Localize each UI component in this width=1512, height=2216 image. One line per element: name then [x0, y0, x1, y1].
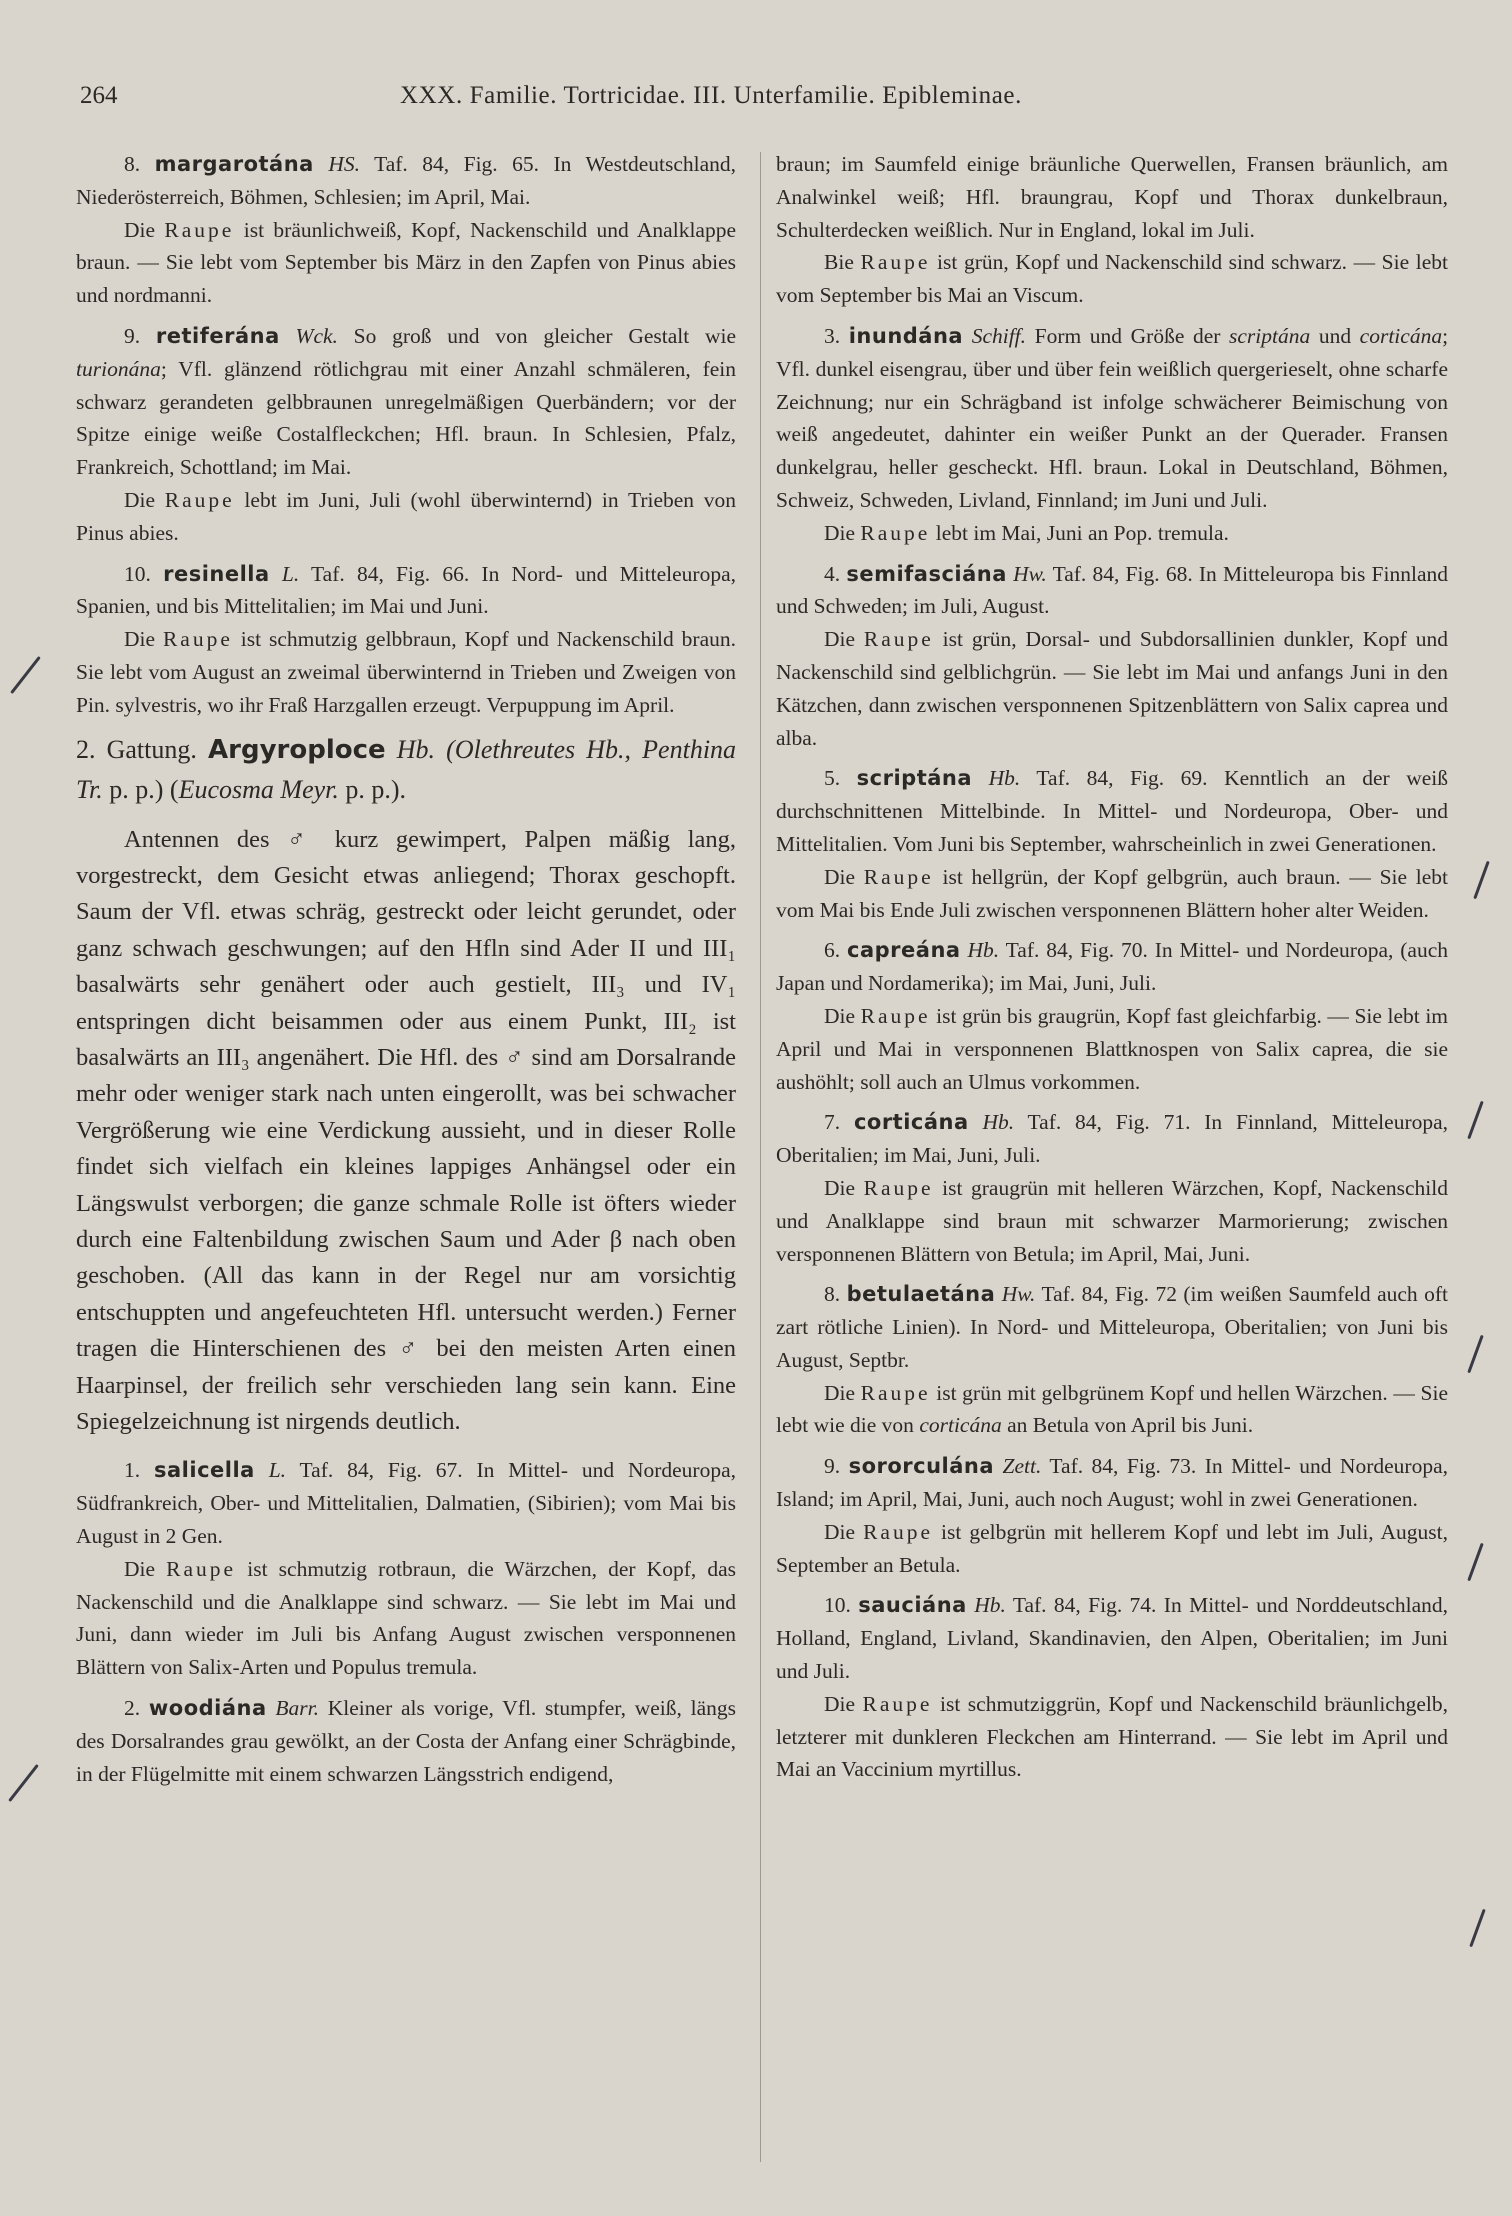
species-description: 6. capreána Hb. Taf. 84, Fig. 70. In Mittel- und Nordeuropa, (auch Japan und Nordamerika); im Mai, Juni, Juli. — [776, 938, 1449, 996]
species-author: Schiff. — [971, 323, 1027, 348]
continued-text: braun; im Saumfeld einige bräunliche Querwellen, Fransen bräunlich, am Analwinkel weiß; Hfl. braungrau, Kopf und Thorax dunkelbraun, Schulterdecken weißlich. Nur in England, lokal im Juli. — [776, 152, 1448, 242]
larva-description: Die Raupe ist schmutzig gelbbraun, Kopf und Nackenschild braun. Sie lebt vom August an zweimal überwinternd in Trieben und Zweigen von Pin. sylvestris, wo ihr Fraß Harzgallen erzeugt. Verpuppung im April. — [76, 627, 737, 717]
species-number: 6. — [824, 938, 841, 963]
column-divider — [760, 152, 761, 2162]
species-number: 8. — [824, 1282, 841, 1307]
species-author: Hb. — [967, 938, 1000, 963]
species-name: capreána — [847, 938, 961, 963]
species-description: 4. semifasciána Hw. Taf. 84, Fig. 68. In Mitteleuropa bis Finnland und Schweden; im Juli, August. — [776, 561, 1448, 619]
species-name: retiferána — [155, 323, 280, 348]
species-entry-woodiana — [76, 1692, 736, 1790]
species-number: 5. — [824, 766, 841, 791]
species-text: Taf. 84, Fig. 65. In Westdeutschland, Niederösterreich, Böhmen, Schlesien; im April, Mai. — [76, 152, 737, 209]
species-description — [76, 148, 736, 214]
species-number: 1. — [124, 1458, 141, 1483]
species-author: Hb. — [988, 766, 1021, 791]
species-number: 8. — [124, 152, 141, 176]
species-author: L. — [268, 1458, 287, 1483]
species-name: corticána — [853, 1110, 969, 1135]
species-name: salicella — [154, 1458, 255, 1483]
species-number: 7. — [824, 1110, 841, 1135]
genus-author: Hb. — [396, 734, 436, 764]
page-number: 264 — [80, 82, 118, 109]
species-author: L. — [281, 561, 300, 586]
larva-description: Bie Raupe ist grün, Kopf und Nackenschild sind schwarz. — Sie lebt vom September bis Mai an Viscum. — [776, 250, 1449, 308]
species-number: 9. — [124, 323, 141, 348]
genus-heading: 2. Gattung. Argyroploce Hb. (Olethreutes Hb., Penthina Tr. p. p.) (Eucosma Meyr. p. p.). — [76, 734, 737, 804]
genus-text: Antennen des ♂ kurz gewimpert, Palpen mäßig lang, vorgestreckt, dem Gesicht etwas anliegend; Thorax geschopft. Saum der Vfl. etwas schräg, gestreckt oder leicht gerundet, oder ganz schwach geschwungen; auf den Hfln sind Ader II und III₁ basalwärts sehr genähert oder auch gestielt, III₃ und IV₁ entspringen dicht beisammen oder aus einem Punkt, III₂ ist basalwärts an III₃ angenähert. Die Hfl. des ♂ sind am Dorsalrande mehr oder weniger stark nach unten eingerollt, was bei schwacher Vergrößerung wie eine Verdickung aussieht, und in dieser Rolle findet sich vielfach ein kleines lappiges Anhängsel oder ein Längswulst verborgen; die ganze schmale Rolle ist öfters wieder durch eine Faltenbildung zwischen Saum und Ader β nach oben geschoben. (All das kann in der Regel nur am vorsichtig entschuppten und angefeuchteten Hfl. untersucht werden.) Ferner tragen die Hinterschienen des ♂ bei den meisten Arten einen Haarpinsel, der freilich sehr verschieden lang sein kann. Eine Spiegelzeichnung ist nirgends deutlich. — [76, 825, 736, 1436]
larva-description: Die Raupe ist hellgrün, der Kopf gelbgrün, auch braun. — Sie lebt vom Mai bis Ende Juli zwischen versponnenen Blättern hoher alter Weiden. — [776, 864, 1449, 922]
species-entry-margarotana — [76, 148, 736, 312]
species-name: semifasciána — [846, 561, 1007, 586]
larva-description: Die Raupe lebt im Juni, Juli (wohl überwinternd) in Trieben von Pinus abies. — [76, 487, 737, 545]
species-entry-sororculana — [776, 1450, 1448, 1581]
pen-tick-mark — [1467, 1101, 1484, 1140]
larva-description: Die Raupe lebt im Mai, Juni an Pop. tremula. — [824, 520, 1229, 545]
species-entry-scriptana — [776, 762, 1448, 926]
genus-name: Argyroploce — [208, 734, 386, 765]
species-name: inundána — [848, 323, 964, 348]
species-description: 7. corticána Hb. Taf. 84, Fig. 71. In Finnland, Mitteleuropa, Oberitalien; im Mai, Juni, Juli. — [776, 1110, 1449, 1168]
species-author: Barr. — [275, 1696, 320, 1721]
species-description: 5. scriptána Hb. Taf. 84, Fig. 69. Kenntlich an der weiß durchschnittenen Mittelbinde. In Mittel- und Nordeuropa, Ober- und Mittelitalien. Vom Juni bis September, wahrscheinlich in zwei Generationen. — [776, 766, 1449, 856]
species-author: Hw. — [1001, 1282, 1036, 1307]
species-entry-betulaetana — [776, 1278, 1448, 1442]
larva-description: Die Raupe ist grün mit gelbgrünem Kopf und hellen Wärzchen. — Sie lebt wie die von corticána an Betula von April bis Juni. — [776, 1380, 1448, 1438]
larva-description: Die Raupe ist gelbgrün mit hellerem Kopf und lebt im Juli, August, September an Betula. — [776, 1519, 1448, 1577]
species-description: 9. retiferána Wck. So groß und von gleicher Gestalt wie turionána; Vfl. glänzend rötlichgrau mit einer Anzahl schmäleren, fein schwarz gerandeten gelbbraunen unregelmäßigen Querbändern; vor der Spitze einige weiße Costalfleckchen; Hfl. braun. In Schlesien, Pfalz, Frankreich, Schottland; im Mai. — [76, 323, 737, 480]
species-entry-salicella — [76, 1454, 736, 1684]
right-column — [776, 148, 1448, 1786]
genus-description — [76, 822, 736, 1441]
pen-tick-mark — [10, 656, 41, 694]
species-description: 2. woodiána Barr. Kleiner als vorige, Vfl. stumpfer, weiß, längs des Dorsalrandes grau gewölkt, an der Costa der Anfang einer Schrägbinde, in der Flügelmitte mit einem schwarzen Längsstrich endigend, — [76, 1696, 737, 1786]
larva-description: Die Raupe ist schmutzig rotbraun, die Wärzchen, der Kopf, das Nackenschild und die Analklappe sind schwarz. — Sie lebt im Mai und Juni, dann wieder im Juli bis Anfang August zwischen versponnenen Blättern von Salix-Arten und Populus tremula. — [76, 1556, 737, 1680]
species-description: 10. sauciána Hb. Taf. 84, Fig. 74. In Mittel- und Norddeutschland, Holland, England, Livland, Skandinavien, den Alpen, Oberitalien; im Juni und Juli. — [776, 1593, 1449, 1684]
species-entry-capreana — [776, 934, 1448, 1098]
species-entry-retiferana — [76, 320, 736, 550]
species-number: 9. — [824, 1454, 841, 1479]
species-name: betulaetána — [846, 1282, 996, 1307]
larva-description: Die Raupe ist graugrün mit helleren Wärzchen, Kopf, Nackenschild und Analklappe sind braun mit schwarzer Marmorierung; zwischen versponnenen Blättern von Betula; im April, Mai, Juni. — [776, 1175, 1448, 1266]
species-description: 3. inundána Schiff. Form und Größe der scriptána und corticána; Vfl. dunkel eisengrau, über und über fein weißlich quergerieselt, ohne scharfe Zeichnung; nur ein Schrägband ist infolge schwächerer Beimischung von weiß angedeutet, dahinter ein weißer Punkt an der Querader. Fransen dunkelgrau, heller gescheckt. Hfl. braun. Lokal in Deutschland, Böhmen, Schweiz, Schweden, Livland, Finnland; im Juni und Juli. — [776, 323, 1449, 512]
larva-description: Die Raupe ist grün bis graugrün, Kopf fast gleichfarbig. — Sie lebt im April und Mai in versponnenen Blattknospen von Salix caprea, die sie aushöhlt; soll auch an Ulmus vorkommen. — [776, 1003, 1449, 1094]
species-number: 10. — [124, 561, 151, 586]
species-description: 8. betulaetána Hw. Taf. 84, Fig. 72 (im weißen Saumfeld auch oft zart rötliche Linien). In Nord- und Mitteleuropa, Oberitalien; von Juni bis August, Septbr. — [776, 1282, 1448, 1372]
species-entry-resinella — [76, 558, 736, 722]
species-number: 2. — [124, 1696, 141, 1721]
species-entry-inundana — [776, 320, 1448, 550]
species-description: 1. salicella L. Taf. 84, Fig. 67. In Mittel- und Nordeuropa, Südfrankreich, Ober- und Mittelitalien, Dalmatien, (Sibirien); vom Mai bis August in 2 Gen. — [76, 1458, 737, 1549]
species-name: resinella — [163, 561, 270, 586]
species-name: scriptána — [856, 766, 973, 791]
species-author: Hb. — [974, 1593, 1006, 1618]
species-entry-semifasciana — [776, 558, 1448, 755]
species-name: margarotána — [154, 152, 314, 176]
species-number: 4. — [824, 561, 841, 586]
species-name: sauciána — [858, 1593, 967, 1618]
species-entry-woodiana-continued — [776, 148, 1448, 312]
species-author: Hw. — [1013, 561, 1047, 586]
species-number: 10. — [824, 1593, 851, 1618]
species-name: woodiána — [148, 1696, 267, 1721]
page-header — [80, 82, 1450, 128]
larva-description: Die Raupe ist grün, Dorsal- und Subdorsallinien dunkler, Kopf und Nackenschild sind gelblichgrün. — Sie lebt im Mai und anfangs Juni in den Kätzchen, dann zwischen versponnenen Spitzenblättern von Salix caprea und alba. — [776, 627, 1448, 750]
pen-tick-mark — [1467, 1335, 1484, 1374]
pen-tick-mark — [1473, 861, 1490, 900]
left-column — [76, 148, 736, 1790]
species-description: 9. sororculána Zett. Taf. 84, Fig. 73. In Mittel- und Nordeuropa, Island; im April, Mai, Juni, auch noch August; wohl in zwei Generationen. — [776, 1454, 1448, 1512]
species-author: Zett. — [1002, 1454, 1042, 1479]
larva-description: Die Raupe ist schmutziggrün, Kopf und Nackenschild bräunlichgelb, letzterer mit dunkleren Fleckchen am Hinterrand. — Sie lebt im April und Mai an Vaccinium myrtillus. — [776, 1691, 1448, 1782]
species-number: 3. — [824, 323, 841, 348]
species-entry-sauciana — [776, 1589, 1448, 1786]
larva-description: Die Raupe ist bräunlichweiß, Kopf, Nackenschild und Analklappe braun. — Sie lebt vom September bis März in den Zapfen von Pinus abies und nordmanni. — [76, 217, 736, 308]
pen-tick-mark — [1469, 1909, 1486, 1948]
species-description: 10. resinella L. Taf. 84, Fig. 66. In Nord- und Mitteleuropa, Spanien, und bis Mittelitalien; im Mai und Juni. — [76, 561, 736, 619]
genus-number: 2. Gattung. — [76, 734, 197, 764]
running-title: XXX. Familie. Tortricidae. III. Unterfamilie. Epibleminae. — [400, 82, 1022, 109]
pen-tick-mark — [1467, 1543, 1484, 1582]
species-entry-corticana — [776, 1106, 1448, 1270]
species-name: sororculána — [848, 1454, 995, 1479]
species-author: HS. — [328, 152, 360, 176]
species-author: Wck. — [295, 323, 338, 348]
pen-tick-mark — [8, 1764, 39, 1802]
species-author: Hb. — [982, 1110, 1015, 1135]
